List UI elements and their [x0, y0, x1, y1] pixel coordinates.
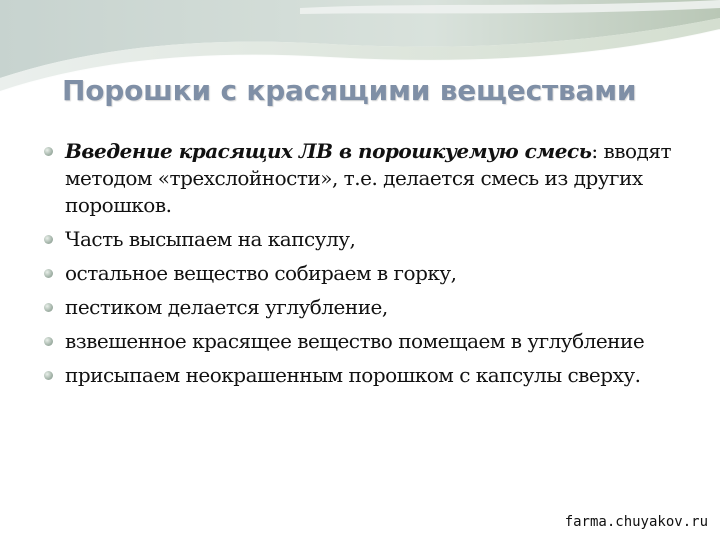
bullet-item — [44, 362, 684, 389]
bullet-text: присыпаем неокрашенным порошком с капсулы сверху. — [65, 363, 641, 387]
bullet-text: : вводят методом «трехслойности», т.е. делается смесь из других порошков. — [65, 139, 672, 217]
bullet-item — [44, 260, 684, 287]
bullet-dot-icon — [44, 235, 53, 244]
bullet-dot-icon — [44, 371, 53, 380]
bullet-text: остальное вещество собираем в горку, — [65, 261, 457, 285]
bullet-dot-icon — [44, 337, 53, 346]
bullet-text: взвешенное красящее вещество помещаем в углубление — [65, 329, 645, 353]
bullet-item — [44, 294, 684, 321]
bullet-item — [44, 328, 684, 355]
slide-title: Порошки с красящими веществами — [62, 74, 637, 107]
footer-watermark: farma.chuyakov.ru — [564, 514, 708, 530]
bullet-item — [44, 138, 684, 219]
bullet-list — [44, 138, 684, 396]
bullet-dot-icon — [44, 147, 53, 156]
bullet-item — [44, 226, 684, 253]
bullet-emphasis: Введение красящих ЛВ в порошкуемую смесь — [65, 139, 592, 163]
bullet-text: Часть высыпаем на капсулу, — [65, 227, 356, 251]
bullet-dot-icon — [44, 303, 53, 312]
bullet-dot-icon — [44, 269, 53, 278]
bullet-text: пестиком делается углубление, — [65, 295, 388, 319]
